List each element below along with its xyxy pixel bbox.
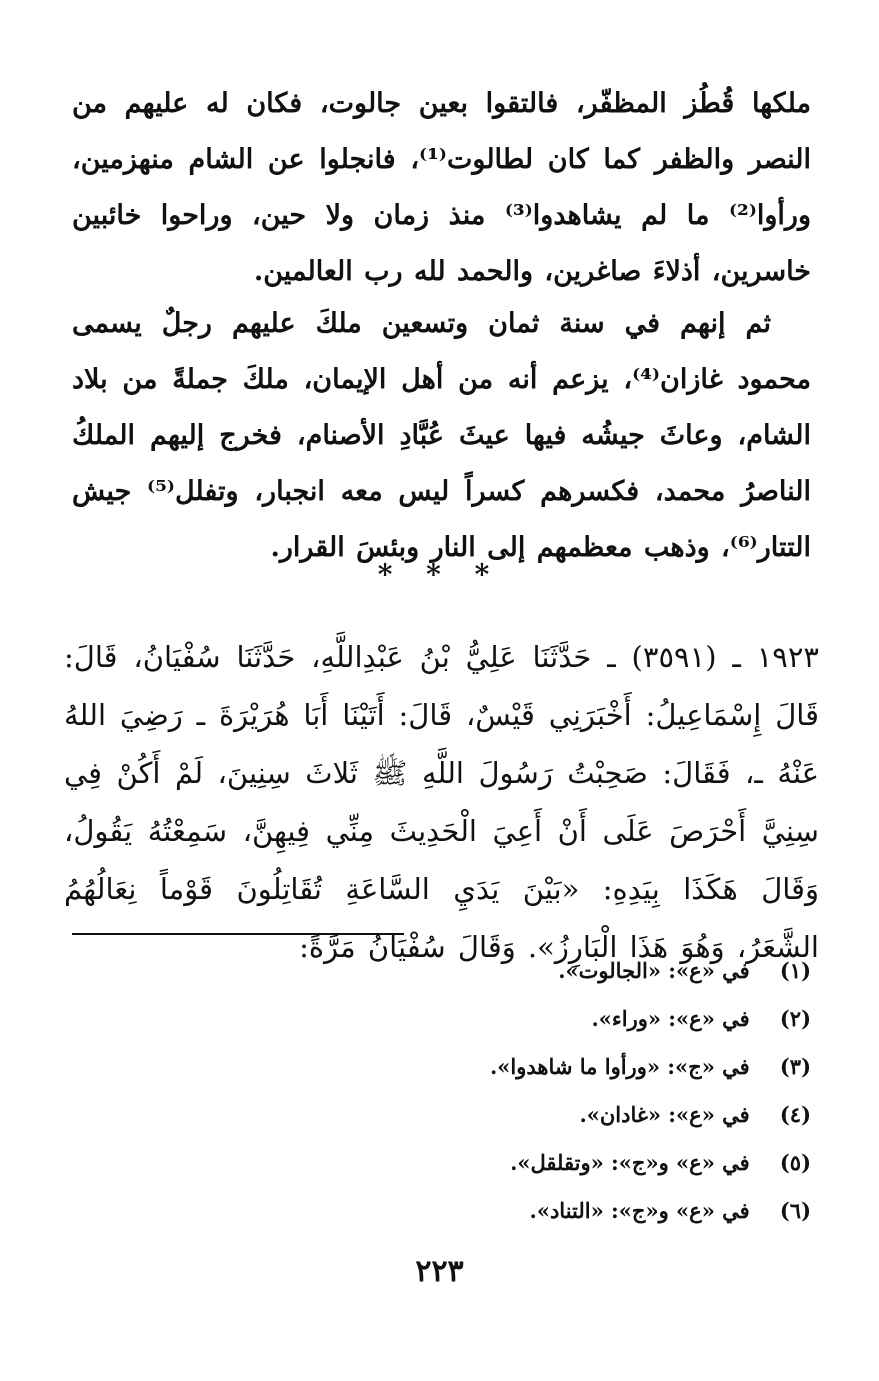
paragraph-text: ملكها قُطُز المظفّر، فالتقوا بعين جالوت، فكان له عليهم من النصر والظفر كما كان لطالوت⁽¹⁾، فانجلوا عن الشام منهزمين، ورأوا⁽²⁾ ما لم يشاهدوا⁽³⁾ منذ زمان ولا حين، وراحوا خائبين خاسرين، أذلاءَ صاغرين، والحمد لله رب العالمين. [72,88,811,287]
footnote-item [72,1052,811,1100]
footnote-divider [72,933,404,935]
footnote-item [72,1148,811,1196]
paragraph-text: ثم إنهم في سنة ثمان وتسعين ملكَ عليهم رجلٌ يسمى محمود غازان⁽⁴⁾، يزعم أنه من أهل الإيمان، ملكَ جملةً من بلاد الشام، وعاثَ جيشُه فيها عيثَ عُبَّادِ الأصنام، فخرج إليهم الملكُ الناصرُ محمد، فكسرهم كسراً ليس معه انجبار، وتفلل⁽⁵⁾ جيش التتار⁽⁶⁾، وذهب معظمهم إلى النار وبئسَ القرار. [72,308,812,563]
footnote-item [72,1100,811,1148]
footnote-number: (٥) [779,1150,811,1175]
section-separator: * * * [377,558,502,591]
paragraph-1 [72,76,811,300]
footnote-text: في «ع»: «الجالوت». [558,958,750,983]
footnote-item [72,956,811,1004]
footnote-item [72,1004,811,1052]
footnote-text: في «ع» و«ج»: «وتقلقل». [510,1150,750,1175]
footnote-text: في «ع»: «غادان». [579,1102,750,1127]
footnote-text: في «ع» و«ج»: «التناد». [529,1198,750,1223]
footnotes-list [72,956,811,1244]
footnote-item [72,1196,811,1244]
hadith-block [64,628,819,976]
page-number: ٢٢٣ [415,1254,464,1289]
footnote-text: في «ع»: «وراء». [591,1006,750,1031]
footnote-number: (٤) [779,1102,811,1127]
hadith-text: ١٩٢٣ ـ (٣٥٩١) ـ حَدَّثَنَا عَلِيُّ بْنُ عَبْدِاللَّهِ، حَدَّثَنَا سُفْيَانُ، قَالَ: قَالَ إِسْمَاعِيلُ: أَخْبَرَنِي قَيْسٌ، قَالَ: أَتَيْنَا أَبَا هُرَيْرَةَ ـ رَضِيَ اللهُ عَنْهُ ـ، فَقَالَ: صَحِبْتُ رَسُولَ اللَّهِ ﷺ ثَلاثَ سِنِينَ، لَمْ أَكُنْ فِي سِنِيَّ أَحْرَصَ عَلَى أَنْ أَعِيَ الْحَدِيثَ مِنِّي فِيهِنَّ، سَمِعْتُهُ يَقُولُ، وَقَالَ هَكَذَا بِيَدِهِ: «بَيْنَ يَدَيِ السَّاعَةِ تُقَاتِلُونَ قَوْماً نِعَالُهُمُ الشَّعَرُ، وَهُوَ هَذَا الْبَارِزُ». وَقَالَ سُفْيَانُ مَرَّةً: [64,640,820,964]
paragraph-2 [72,296,811,576]
footnote-number: (٦) [779,1198,811,1223]
footnote-number: (٢) [779,1006,811,1031]
footnote-number: (٣) [779,1054,811,1079]
footnote-number: (١) [779,958,811,983]
footnote-text: في «ج»: «ورأوا ما شاهدوا». [489,1054,750,1079]
